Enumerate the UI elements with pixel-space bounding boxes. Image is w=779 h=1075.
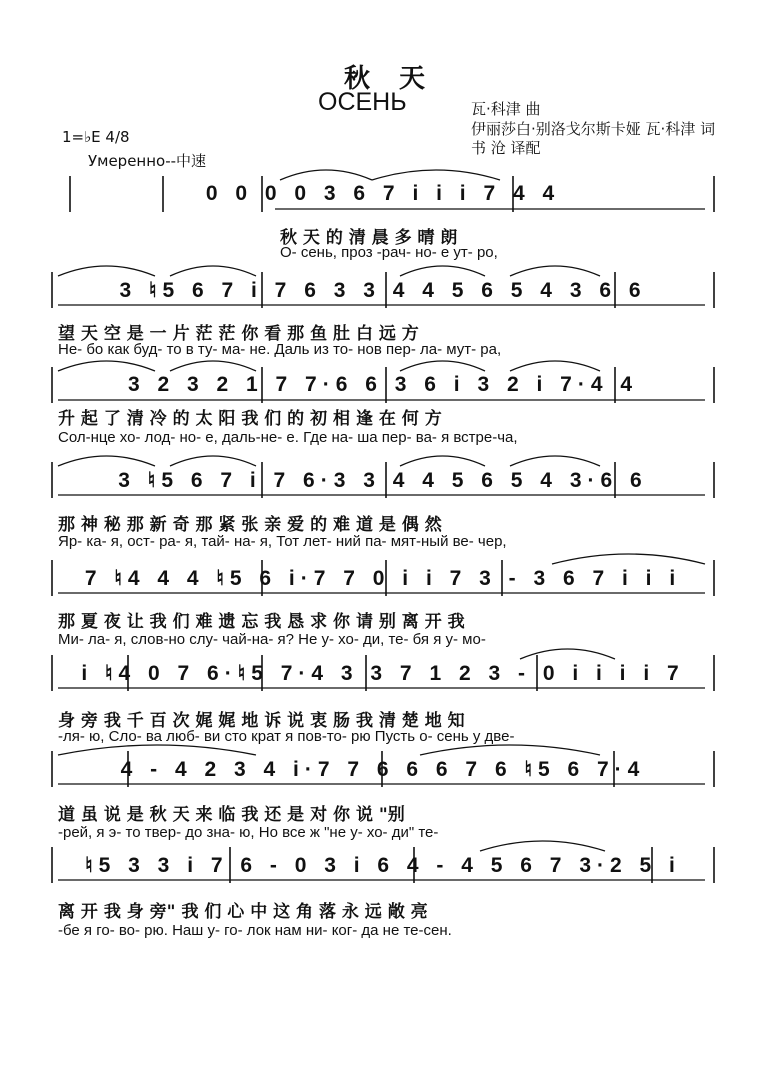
staff-2-notes: 3 ♮5 6 7 i 7 6 3 3 4 4 5 6 5 4 3 6 6 [119, 279, 647, 302]
slur-arc [400, 266, 485, 276]
slur-arc [170, 456, 256, 466]
slur-arc [170, 361, 256, 371]
staff-3-russian-lyrics: Сол-нце хо- лод- но- е, даль-не- е. Где на- ша пер- ва- я встре-ча, [58, 429, 518, 446]
composer-credit: 瓦·科津 曲 [471, 100, 541, 118]
slur-arc [58, 266, 155, 276]
staff-1-notes: 0 0 0 0 3 6 7 i i i 7 4 4 [205, 182, 561, 205]
slur-arc [420, 745, 600, 755]
slur-arc [58, 456, 155, 466]
translator-credit: 书 沧 译配 [471, 139, 541, 157]
slur-arc [58, 361, 155, 371]
lyricist-credit: 伊丽莎白·别洛戈尔斯卡娅 瓦·科津 词 [471, 120, 716, 138]
staff-5-notes: 7 ♮4 4 4 ♮5 6 i·7 7 0 i i 7 3 - 3 6 7 i i i [84, 567, 682, 590]
staff-6-chinese-lyrics: 身 旁 我 千 百 次 娓 娓 地 诉 说 衷 肠 我 清 楚 地 知 [58, 711, 465, 731]
slur-arc [552, 554, 705, 564]
staff-2-chinese-lyrics: 望 天 空 是 一 片 茫 茫 你 看 那 鱼 肚 白 远 方 [58, 324, 419, 344]
staff-8-russian-lyrics: -бе я го- во- рю. Наш у- го- лок нам ни- ког- да не те-сен. [58, 922, 452, 939]
staff-8-chinese-lyrics: 离 开 我 身 旁" 我 们 心 中 这 角 落 永 远 敞 亮 [58, 902, 428, 922]
slur-arc [510, 456, 600, 466]
staff-3-chinese-lyrics: 升 起 了 清 冷 的 太 阳 我 们 的 初 相 逢 在 何 方 [58, 409, 442, 429]
slur-arc [170, 266, 256, 276]
slur-arc [280, 170, 372, 180]
staff-6-russian-lyrics: -ля- ю, Сло- ва люб- ви сто крат я пов-то- рю Пусть о- сень у две- [58, 728, 515, 745]
slur-arc [520, 649, 615, 659]
staff-5-russian-lyrics: Ми- ла- я, слов-но слу- чай-на- я? Не у- хо- ди, те- бя я у- мо- [58, 631, 486, 648]
slur-arc [510, 361, 600, 371]
slur-arc [58, 745, 256, 755]
key-signature: 1=♭E 4/8 [62, 128, 130, 146]
slur-arc [480, 841, 605, 851]
staff-1-chinese-lyrics: 秋 天 的 清 晨 多 晴 朗 [280, 228, 458, 248]
staff-4-chinese-lyrics: 那 神 秘 那 新 奇 那 紧 张 亲 爱 的 难 道 是 偶 然 [58, 515, 442, 535]
staff-7-russian-lyrics: -рей, я э- то твер- до зна- ю, Но все ж "не у- хо- ди" те- [58, 824, 439, 841]
song-title-chinese: 秋 天 [343, 64, 436, 94]
staff-1-russian-lyrics: О- сень, проз -рач- но- е ут- ро, [280, 244, 498, 261]
staff-2-russian-lyrics: Не- бо как буд- то в ту- ма- не. Даль из то- нов пер- ла- мут- ра, [58, 341, 502, 358]
song-title-russian: ОСЕНЬ [318, 88, 407, 116]
staff-6-notes: i ♮4 0 7 6·♮5 7·4 3 3 7 1 2 3 - 0 i i i i 7 [81, 662, 685, 685]
staff-5-chinese-lyrics: 那 夏 夜 让 我 们 难 遗 忘 我 恳 求 你 请 别 离 开 我 [58, 612, 465, 632]
staff-3-notes: 3 2 3 2 1 7 7·6 6 3 6 i 3 2 i 7·4 4 [127, 373, 639, 396]
slur-arc [400, 361, 485, 371]
slur-arc [510, 266, 600, 276]
staff-8-notes: ♮5 3 3 i 7 6 - 0 3 i 6 4 - 4 5 6 7 3·2 5 i [85, 854, 681, 877]
staff-4-russian-lyrics: Яр- ка- я, ост- ра- я, тай- на- я, Тот лет- ний па- мят-ный ве- чер, [58, 533, 507, 550]
staff-7-chinese-lyrics: 道 虽 说 是 秋 天 来 临 我 还 是 对 你 说 "别 [58, 805, 405, 825]
staff-4-notes: 3 ♮5 6 7 i 7 6·3 3 4 4 5 6 5 4 3·6 6 [118, 469, 648, 492]
slur-arc [400, 456, 485, 466]
tempo-marking: Умеренно--中速 [88, 152, 207, 170]
staff-7-notes: 4 - 4 2 3 4 i·7 7 6 6 6 7 6 ♮5 6 7·4 [120, 758, 646, 781]
slur-arc [372, 170, 500, 180]
